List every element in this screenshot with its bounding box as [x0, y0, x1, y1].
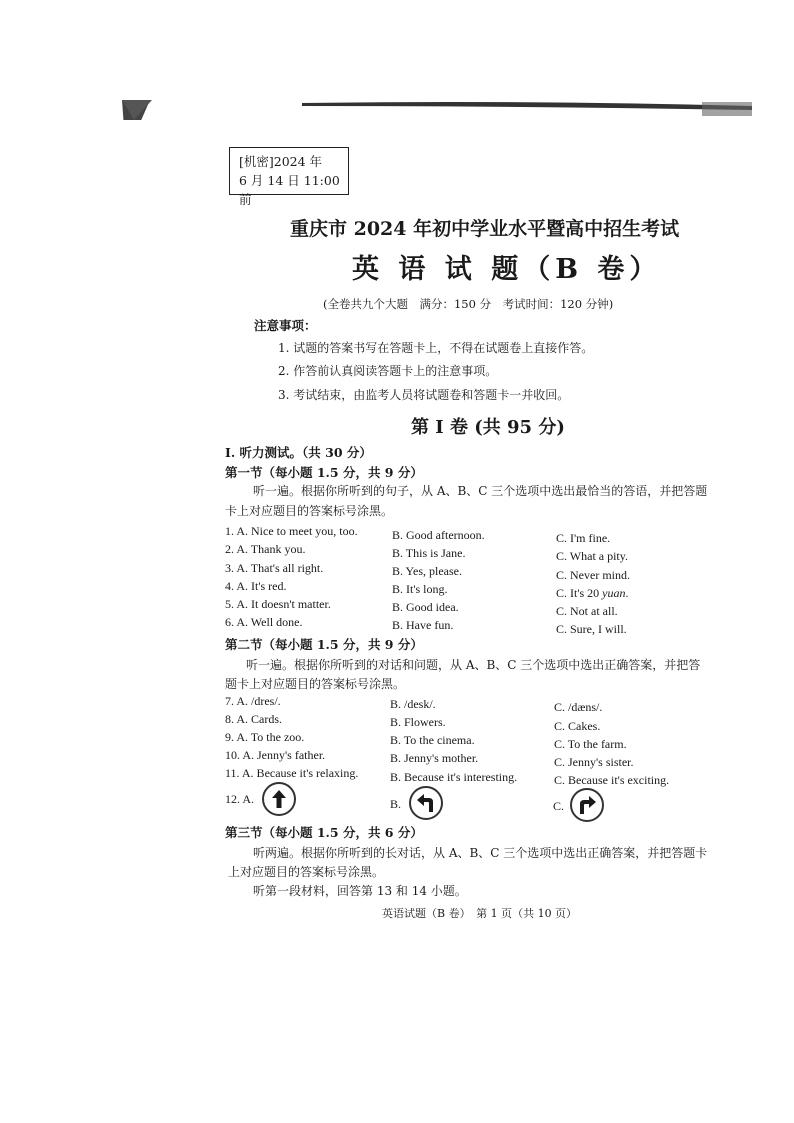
- option-c: C. What a pity.: [556, 549, 628, 563]
- option-a: 8. A. Cards.: [225, 712, 282, 726]
- exam-info: (全卷共九个大题 满分：150 分 考试时间：120 分钟): [323, 297, 614, 311]
- part-title: 第 I 卷 (共 95 分): [411, 417, 565, 438]
- q12-option-b-label: B.: [390, 797, 402, 811]
- option-c: C. Never mind.: [556, 568, 630, 582]
- scan-edge-artifact: [122, 100, 752, 120]
- option-b: B. /desk/.: [390, 697, 436, 711]
- option-a: 4. A. It's red.: [225, 579, 287, 593]
- page-footer: 英语试题（B 卷） 第 1 页（共 10 页）: [382, 907, 578, 920]
- option-c: C. Not at all.: [556, 604, 618, 618]
- section1-instruction: 听一遍。根据你所听到的句子，从 A、B、C 三个选项中选出最恰当的答语，并把答题: [253, 484, 708, 498]
- option-b: B. To the cinema.: [390, 733, 475, 747]
- turn-right-icon: [570, 788, 604, 822]
- option-a: 2. A. Thank you.: [225, 542, 306, 556]
- confidential-line-1: [机密]2024 年: [239, 154, 323, 169]
- exam-subtitle: 英 语 试 题（B 卷）: [352, 254, 662, 285]
- option-c: C. Jenny's sister.: [554, 755, 634, 769]
- option-b: B. Good idea.: [392, 600, 459, 614]
- section1-instruction: 卡上对应题目的答案标号涂黑。: [225, 504, 394, 518]
- option-c: C. Sure, I will.: [556, 622, 627, 636]
- option-a: 3. A. That's all right.: [225, 561, 324, 575]
- option-a: 1. A. Nice to meet you, too.: [225, 524, 358, 538]
- option-b: B. It's long.: [392, 582, 448, 596]
- section3-instruction: 听两遍。根据你所听到的长对话，从 A、B、C 三个选项中选出正确答案，并把答题卡: [253, 846, 708, 860]
- option-b: B. Because it's interesting.: [390, 770, 518, 784]
- section2-heading: 第二节（每小题 1.5 分，共 9 分）: [225, 637, 423, 652]
- option-c: C. To the farm.: [554, 737, 627, 751]
- option-a: 11. A. Because it's relaxing.: [225, 766, 359, 780]
- option-b: B. Good afternoon.: [392, 528, 485, 542]
- option-b: B. Jenny's mother.: [390, 751, 479, 765]
- option-c: C. I'm fine.: [556, 531, 611, 545]
- notice-item: 1. 试题的答案书写在答题卡上，不得在试题卷上直接作答。: [278, 341, 594, 355]
- q12-option-c-label: C.: [553, 799, 565, 813]
- section3-heading: 第三节（每小题 1.5 分，共 6 分）: [225, 825, 423, 840]
- option-a: 7. A. /dres/.: [225, 694, 281, 708]
- option-a: 6. A. Well done.: [225, 615, 303, 629]
- notice-item: 3. 考试结束，由监考人员将试题卷和答题卡一并收回。: [278, 388, 570, 402]
- option-a: 10. A. Jenny's father.: [225, 748, 326, 762]
- option-c: C. Cakes.: [554, 719, 601, 733]
- option-b: B. Have fun.: [392, 618, 454, 632]
- confidential-box: [229, 147, 349, 207]
- option-b: B. Yes, please.: [392, 564, 463, 578]
- option-b: B. Flowers.: [390, 715, 446, 729]
- section3-instruction: 听第一段材料，回答第 13 和 14 小题。: [253, 884, 467, 898]
- notice-item: 2. 作答前认真阅读答题卡上的注意事项。: [278, 364, 498, 378]
- option-c: C. It's 20 yuan.: [556, 586, 629, 600]
- section1-heading: 第一节（每小题 1.5 分，共 9 分）: [225, 465, 423, 480]
- confidential-line-2: 6 月 14 日 11:00 前: [239, 173, 340, 207]
- option-a: 5. A. It doesn't matter.: [225, 597, 331, 611]
- section2-instruction: 题卡上对应题目的答案标号涂黑。: [225, 677, 406, 691]
- arrow-up-icon: [262, 782, 296, 816]
- section2-instruction: 听一遍。根据你所听到的对话和问题，从 A、B、C 三个选项中选出正确答案，并把答: [246, 658, 701, 672]
- section3-instruction: 上对应题目的答案标号涂黑。: [228, 865, 385, 879]
- option-c: C. Because it's exciting.: [554, 773, 670, 787]
- notice-heading: 注意事项：: [254, 318, 317, 333]
- turn-left-icon: [409, 786, 443, 820]
- option-b: B. This is Jane.: [392, 546, 466, 560]
- option-a: 9. A. To the zoo.: [225, 730, 305, 744]
- listening-heading: I. 听力测试。（共 30 分）: [225, 445, 372, 460]
- q12-option-a-label: 12. A.: [225, 792, 255, 806]
- exam-title: 重庆市 2024 年初中学业水平暨高中招生考试: [290, 218, 680, 240]
- option-c: C. /dæns/.: [554, 700, 603, 714]
